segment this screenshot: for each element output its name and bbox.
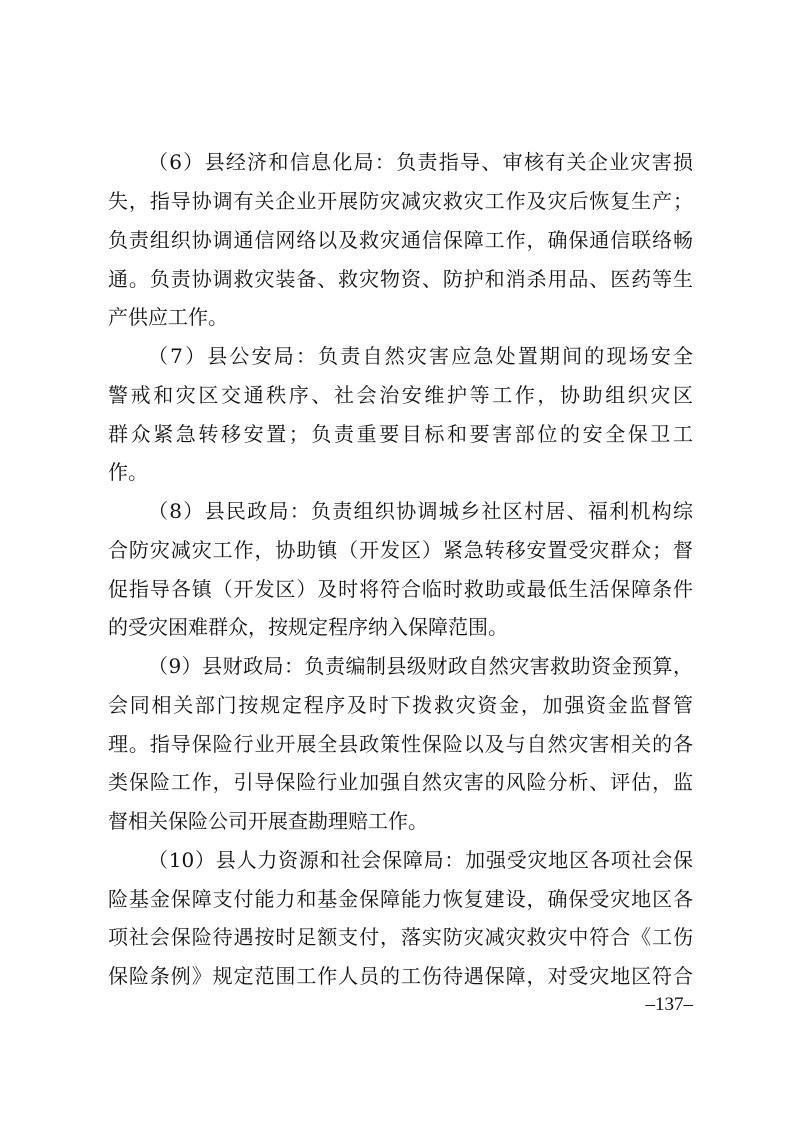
text-line: （10）县人力资源和社会保障局：加强受灾地区各项社会保 — [148, 848, 693, 872]
text-line: 理。指导保险行业开展全县政策性保险以及与自然灾害相关的各 — [108, 732, 693, 756]
text-line: 的受灾困难群众，按规定程序纳入保障范围。 — [108, 615, 508, 639]
text-line: 保险条例》规定范围工作人员的工伤待遇保障，对受灾地区符合 — [108, 964, 693, 988]
text-line: 项社会保险待遇按时足额支付，落实防灾减灾救灾中符合《工伤 — [108, 925, 693, 949]
text-line: 负责组织协调通信网络以及救灾通信保障工作，确保通信联络畅 — [108, 228, 693, 252]
text-line: 作。 — [108, 460, 148, 484]
text-line: 会同相关部门按规定程序及时下拨救灾资金，加强资金监督管 — [108, 693, 693, 717]
text-line: 失，指导协调有关企业开展防灾减灾救灾工作及灾后恢复生产； — [108, 189, 693, 213]
page-number: –137– — [645, 994, 693, 1015]
text-line: 险基金保障支付能力和基金保障能力恢复建设，确保受灾地区各 — [108, 887, 693, 911]
text-line: 督相关保险公司开展查勘理赔工作。 — [108, 809, 428, 833]
text-line: 产供应工作。 — [108, 305, 228, 329]
text-line: 类保险工作，引导保险行业加强自然灾害的风险分析、评估，监 — [108, 770, 693, 794]
text-line: 促指导各镇（开发区）及时将符合临时救助或最低生活保障条件 — [108, 577, 693, 601]
text-line: （6）县经济和信息化局：负责指导、审核有关企业灾害损 — [148, 150, 693, 174]
text-line: （9）县财政局：负责编制县级财政自然灾害救助资金预算， — [148, 654, 693, 678]
text-line: （7）县公安局：负责自然灾害应急处置期间的现场安全 — [148, 344, 693, 368]
text-line: （8）县民政局：负责组织协调城乡社区村居、福利机构综 — [148, 499, 693, 523]
text-line: 群众紧急转移安置；负责重要目标和要害部位的安全保卫工 — [108, 422, 693, 446]
text-line: 合防灾减灾工作，协助镇（开发区）紧急转移安置受灾群众；督 — [108, 538, 693, 562]
text-line: 警戒和灾区交通秩序、社会治安维护等工作，协助组织灾区 — [108, 383, 693, 407]
text-line: 通。负责协调救灾装备、救灾物资、防护和消杀用品、医药等生 — [108, 267, 693, 291]
